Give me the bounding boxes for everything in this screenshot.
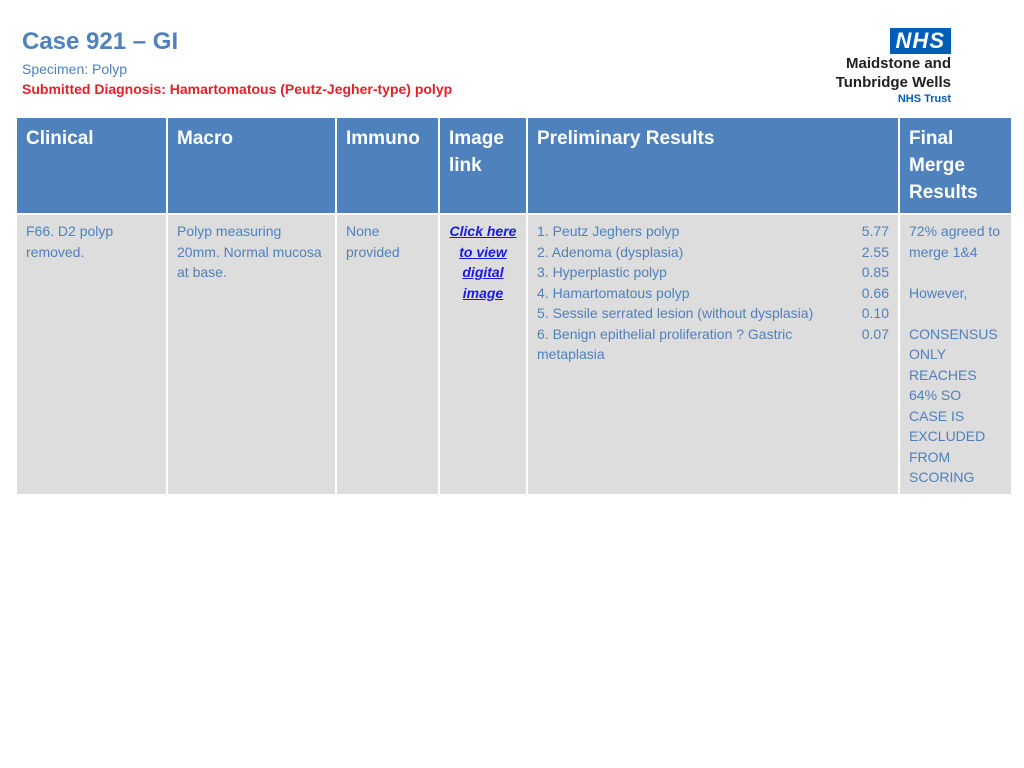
result-score: 2.55 [861, 243, 889, 260]
logo-line-2: Tunbridge Wells [835, 74, 951, 91]
nhs-trust-logo [810, 28, 960, 106]
nhs-badge-icon: NHS [890, 28, 951, 54]
result-item [537, 283, 889, 304]
table-row [16, 214, 1012, 495]
view-digital-image-link[interactable]: Click here to view digital image [449, 223, 517, 301]
cell-final-merge-results [899, 214, 1012, 495]
result-item [537, 221, 889, 242]
header-clinical: Clinical [16, 117, 167, 214]
result-score: 0.66 [861, 284, 889, 301]
result-score: 5.77 [861, 223, 889, 239]
result-label: 1. Peutz Jeghers polyp [537, 223, 680, 239]
case-title: Case 921 – GI [22, 28, 179, 55]
result-score: 0.07 [861, 325, 889, 342]
table-header-row [16, 117, 1012, 214]
final-however-text: However, [909, 284, 968, 301]
final-consensus-text: CONSENSUS ONLY REACHES 64% SO CASE IS EXCLUDED FROM SCORING [909, 325, 998, 485]
cell-clinical: F66. D2 polyp removed. [16, 214, 167, 495]
cell-macro: Polyp measuring 20mm. Normal mucosa at base. [167, 214, 336, 495]
cell-immuno: None provided [336, 214, 439, 495]
result-label: 6. Benign epithelial proliferation ? Gastric metaplasia [537, 325, 793, 362]
final-agreed-text: 72% agreed to merge 1&4 [909, 223, 1001, 260]
submitted-diagnosis: Submitted Diagnosis: Hamartomatous (Peutz-Jegher-type) polyp [22, 81, 453, 97]
result-item [537, 262, 889, 283]
result-label: 4. Hamartomatous polyp [537, 284, 690, 301]
result-score: 0.10 [861, 305, 889, 321]
result-item [537, 303, 889, 324]
case-table [15, 116, 1013, 496]
header-macro: Macro [167, 117, 336, 214]
result-item [537, 324, 889, 365]
result-label: 5. Sessile serrated lesion (without dysplasia) [537, 305, 814, 321]
header-final-merge-results: Final Merge Results [899, 117, 1012, 214]
result-label: 3. Hyperplastic polyp [537, 264, 667, 280]
result-label: 2. Adenoma (dysplasia) [537, 243, 684, 260]
cell-preliminary-results [527, 214, 899, 495]
header-immuno: Immuno [336, 117, 439, 214]
result-item [537, 242, 889, 263]
result-score: 0.85 [861, 264, 889, 280]
logo-line-3: NHS Trust [897, 93, 951, 105]
logo-line-1: Maidstone and [845, 55, 951, 72]
cell-image-link [439, 214, 527, 495]
header-image-link: Image link [439, 117, 527, 214]
specimen-label: Specimen: Polyp [22, 61, 128, 77]
header-preliminary-results: Preliminary Results [527, 117, 899, 214]
